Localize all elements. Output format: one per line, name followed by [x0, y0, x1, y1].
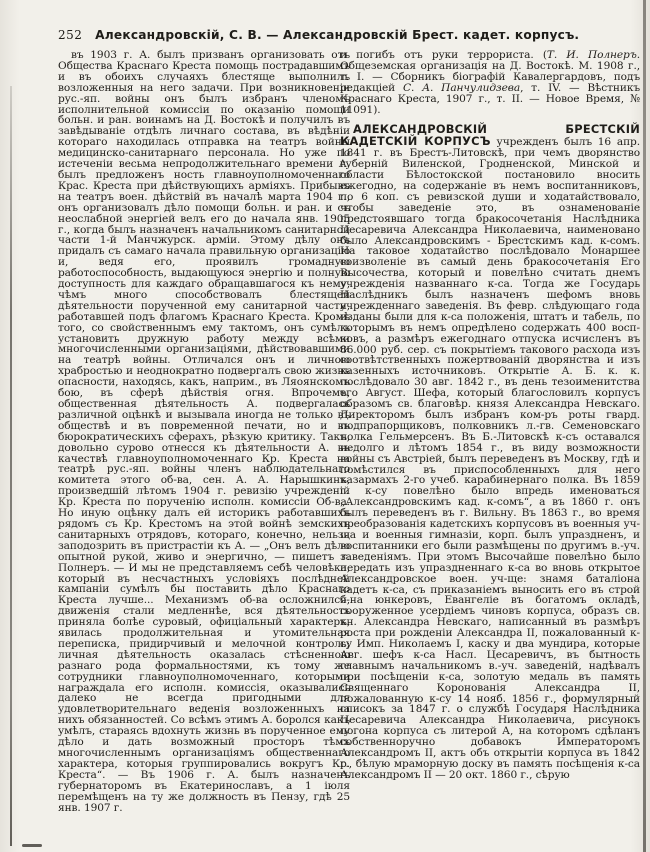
text-run: учрежденъ былъ 16 апр. 1841 г. въ Брестъ-Литовскѣ, при чемъ дворянство губерній Виленской, Гродненской, Минской и области Бѣлостокской постановило вносить ежегодно, на содержаніе въ немъ воспитанниковъ, по 6 коп. съ ревизской души и ходатайствовало, чтобы заведеніе это, въ ознаменованіе предстоявшаго тогда бракосочетанія Наслѣдника Цесаревича Александра Николаевича, наименовано было Александровскимъ - Брестскимъ кад. к-сомъ. На таковое ходатайство послѣдовало Монаршее соизволеніе въ самый день бракосочетанія Его Высочества, который и повелѣно считать днемъ учрежденія названнаго к-са. Тогда же Государь Наслѣдникъ былъ назначенъ шефомъ вновь учрежденнаго заведенія. Въ февр. слѣдующаго года изданы были для к-са положенія, штатъ и табель, по которымъ въ немъ опредѣлено содержать 400 восп-ковъ, а размѣръ ежегоднаго отпуска исчисленъ въ 86.000 руб. сер. съ покрытіемъ такового расхода изъ соотвѣтственныхъ пожертвованій дворянства и изъ казенныхъ источниковъ. Открытіе А. Б. к. к. послѣдовало 30 авг. 1842 г., въ день тезоименитства его Август. Шефа, который благословилъ корпусъ образомъ св. благовѣр. князя Александра Невскаго. Директоромъ былъ избранъ ком-ръ роты гвард. подпрапорщиковъ, полковникъ л.-гв. Семеновскаго полка Гельмерсенъ. Въ Б.-Литовскѣ к-съ оставался недолго и лѣтомъ 1854 г., въ виду возможности войны съ Австріей, былъ переведенъ въ Москву, гдѣ и помѣстился въ приспособленныхъ для него казармахъ 2-го учеб. карабинернаго полка. Въ 1859 г. к-су повелѣно было впредь именоваться „Александровскимъ кад. к-сомъ“, а въ 1860 г. онъ былъ переведенъ въ г. Вильну. Въ 1863 г., во время преобразованія кадетскихъ корпусовъ въ военныя уч-ща и военныя гимназіи, корп. былъ упраздненъ, и воспитанники его были размѣщены по другимъ в.-уч. заведеніямъ. При этомъ Высочайше повелѣно было передать изъ упраздненнаго к-са во вновь открытое Александровское воен. уч-ще: знамя баталіона кадетъ к-са, съ приказаніемъ выносить его въ строй б-на юнкеровъ, Евангеліе въ богатомъ окладѣ, сооруженное усердіемъ чиновъ корпуса, образъ св. кн. Александра Невскаго, написанный въ размѣръ роста при рожденіи Александра II, пожалованный к-су Имп. Николаемъ I, каску и два мундира, которые Авг. шефъ к-са Насл. Цесаревичъ, въ бытность главнымъ начальникомъ в.-уч. заведеній, надѣвалъ при посѣщеніи к-са, золотую медаль въ память Священнаго Коронованія Александра II, пожалованную к-су 14 нояб. 1856 г., формулярный списокъ за 1847 г. о службѣ Государя Наслѣдника Цесаревича Александра Николаевича, рисунокъ погона корпуса съ литерой А, на которомъ сдѣланъ собственноручно добавокъ Императоромъ Александромъ II, актъ объ открытіи корпуса въ 1842 г., бѣлую мраморную доску въ память посѣщенія к-са Александромъ II — 20 окт. 1860 г., сѣрую: [340, 136, 640, 781]
scan-blot-artifact: [22, 844, 42, 847]
article-alexandrovsky-sv-continuation: [58, 50, 350, 813]
article-alexandrovsky-sv-ending-and-sources: [340, 50, 640, 115]
text-run: Т. И. Полнеръ: [546, 49, 637, 61]
entry-heading: АЛЕКСАНДРОВСКІЙ БРЕСТСКІЙ КАДЕТСКІЙ КОРПУСЪ: [340, 122, 640, 149]
scan-edge-artifact-left: [10, 86, 12, 846]
scan-edge-artifact-right: [643, 0, 646, 852]
text-column-left: [58, 50, 350, 813]
text-run: и погибъ отъ руки террориста. (: [340, 49, 547, 61]
text-run: въ 1903 г. А. былъ призванъ организовать отъ Общества Краснаго Креста помощь пострадавшимъ и въ обоихъ случаяхъ блестяще выполнилъ возложенныя на него задачи. При возникновеніи рус.-яп. войны онъ былъ избранъ членомъ исполнительной комиссіи по оказанію помощи больн. и ран. воинамъ на Д. Востокѣ и получилъ въ завѣдываніе отдѣлъ личнаго состава, въ вѣдѣніи котораго находилась отправка на театръ войны медицинско-санитарнаго персонала. Но уже по истеченіи весьма непродолжительнаго времени А. былъ предложенъ ность главноуполномоченнаго Крас. Креста при дѣйствующихъ арміяхъ. Прибывъ на театръ воен. дѣйствій въ началѣ марта 1904 г., онъ организовалъ дѣло помощи больн. и ран. и съ неослабной энергіей велъ его до начала янв. 1905 г., когда былъ назначенъ начальникомъ санитарной части 1-й Манчжурск. арміи. Этому дѣлу онъ придалъ съ самаго начала правильную организацію и, ведя его, проявилъ громадную работоспособность, выдающуюся энергію и полную доступность для каждаго обращавшагося къ нему, чѣмъ много способствовалъ блестящей дѣятельности порученной ему санитарной части, работавшей подъ флагомъ Краснаго Креста. Кромѣ того, со свойственнымъ ему тактомъ, онъ сумѣлъ установить дружную работу между всѣми многочисленными организаціями, дѣйствовавшими на театрѣ войны. Отличался онъ и личною храбростью и неоднократно подвергалъ свою жизнь опасности, находясь, какъ, наприм., въ Ляоянскомъ бою, въ сферѣ дѣйствія огня. Впрочемъ, общественная дѣятельность А. подвергалась различной оцѣнкѣ и вызывала иногда не только въ обществѣ и въ повременной печати, но и въ бюрократическихъ сферахъ, рѣзкую критику. Такъ, довольно сурово отнесся къ дѣятельности А. въ качествѣ главноуполномоченнаго Кр. Креста на театрѣ рус.-яп. войны членъ наблюдательнаго комитета этого об-ва, сен. А. А. Нарышкинъ, произведшій лѣтомъ 1904 г. ревизію учрежденій Кр. Креста по порученію исполн. комиссіи Об-ва. Но иную оцѣнку далъ ей историкъ работавшихъ рядомъ съ Кр. Крестомъ на этой войнѣ земскихъ санитарныхъ отрядовъ, котораго, конечно, нельзя заподозрить въ пристрастіи къ А. — „Онъ велъ дѣло опытной рукой, живо и энергично, — пишетъ г. Полнеръ. — И мы не представляемъ себѣ человѣка, который въ несчастныхъ условіяхъ послѣдней кампаніи сумѣлъ бы поставить дѣло Краснаго Креста лучше... Механизмъ об-ва осложнился, движенія стали медленнѣе, вся дѣятельность приняла болѣе суровый, офиціальный характеръ, явилась продолжительная и утомительная переписка, придирчивый и мелочной контроль; личная дѣятельность оказалась стѣсненною разнаго рода формальностями, къ тому же сотрудники главноуполномоченнаго, которыми награждала его исполн. комиссія, оказывались далеко не всегда пригодными для удовлетворительнаго веденія возложенныхъ на нихъ обязанностей. Со всѣмъ этимъ А. боролся какъ умѣлъ, стараясь вдохнуть жизнь въ порученное ему дѣло и дать возможный просторъ тѣмъ многочисленнымъ организаціямъ общественнаго характера, которыя группировались вокругъ Кр. Креста“. — Въ 1906 г. А. былъ назначенъ губернаторомъ въ Екатеринославъ, а 1 іюля перемѣщенъ на ту же должность въ Пензу, гдѣ 25 янв. 1907 г.: [58, 49, 350, 814]
running-title: Александровскій, С. В. — Александровскій Брест. кадет. корпусъ.: [95, 28, 580, 42]
article-alexandrovsky-brest-cadet-corps: [340, 124, 640, 780]
text-run: С. А. Панчулидзева: [403, 81, 521, 94]
page-header: [58, 28, 592, 42]
text-run: , т. IV. — Вѣстникъ Краснаго Креста, 1907 г., т. II. — Новое Время, № 11091).: [340, 81, 640, 116]
text-run: . Общеземская организація на Д. Востокѣ. М. 1908 г., т. I. — Сборникъ біографій Кавалергардовъ, подъ редакціей: [340, 49, 640, 94]
page-number: 252: [58, 28, 83, 42]
text-column-right: [340, 50, 640, 781]
